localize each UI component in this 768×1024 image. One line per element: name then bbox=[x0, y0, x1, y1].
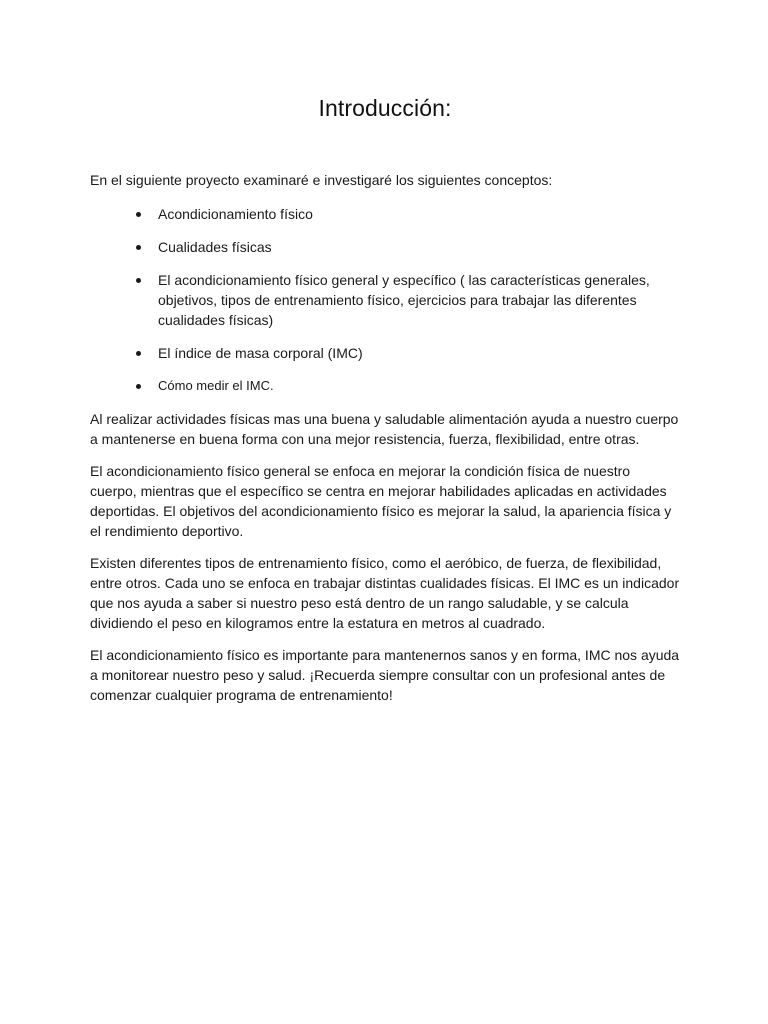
list-item-text: Cómo medir el IMC. bbox=[158, 378, 274, 393]
bullet-icon bbox=[136, 245, 141, 250]
list-item bbox=[158, 237, 680, 257]
list-item bbox=[158, 270, 680, 330]
bullet-icon bbox=[136, 384, 141, 389]
bullet-icon bbox=[136, 351, 141, 356]
list-item bbox=[158, 376, 680, 396]
list-item bbox=[158, 343, 680, 363]
body-paragraph: El acondicionamiento físico general se enfoca en mejorar la condición física de nuestro cuerpo, mientras que el específico se centra en mejorar habilidades aplicadas en actividades deportidas. El objetivos del acondicionamiento físico es mejorar la salud, la apariencia física y el rendimiento deportivo. bbox=[90, 463, 672, 539]
bullet-icon bbox=[136, 212, 141, 217]
list-item bbox=[158, 204, 680, 224]
intro-paragraph: En el siguiente proyecto examinaré e investigaré los siguientes conceptos: bbox=[90, 172, 553, 188]
bullet-icon bbox=[136, 278, 141, 283]
body-paragraph: Al realizar actividades físicas mas una buena y saludable alimentación ayuda a nuestro cuerpo a mantenerse en buena forma con una mejor resistencia, fuerza, flexibilidad, entre otras. bbox=[90, 411, 679, 447]
list-item-text: Acondicionamiento físico bbox=[158, 206, 313, 222]
page-title: Introducción: bbox=[318, 95, 452, 121]
list-item-text: Cualidades físicas bbox=[158, 239, 272, 255]
body-paragraph: Existen diferentes tipos de entrenamiento físico, como el aeróbico, de fuerza, de flexibilidad, entre otros. Cada uno se enfoca en trabajar distintas cualidades físicas. El IMC es un indicador que nos ayuda a saber si nuestro peso está dentro de un rango saludable, y se calcula dividiendo el peso en kilogramos entre la estatura en metros al cuadrado. bbox=[90, 555, 680, 631]
list-item-text: El acondicionamiento físico general y específico ( las características generales, objetivos, tipos de entrenamiento físico, ejercicios para trabajar las diferentes cualidades físicas) bbox=[158, 272, 650, 328]
body-text bbox=[90, 409, 680, 705]
concept-list bbox=[90, 204, 680, 396]
body-paragraph: El acondicionamiento físico es importante para mantenernos sanos y en forma, IMC nos ayuda a monitorear nuestro peso y salud. ¡Recuerda siempre consultar con un profesional antes de comenzar cualquier programa de entrenamiento! bbox=[90, 647, 680, 703]
list-item-text: El índice de masa corporal (IMC) bbox=[158, 345, 363, 361]
